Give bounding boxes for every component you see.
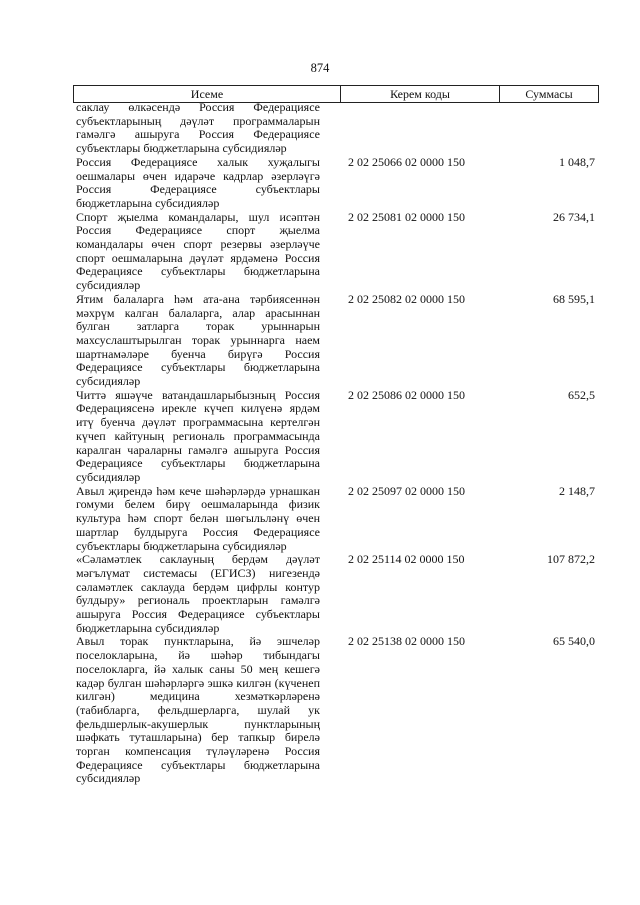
header-sum: Суммасы xyxy=(525,87,573,101)
row-code: 2 02 25086 02 0000 150 xyxy=(348,387,465,402)
budget-table xyxy=(73,85,599,786)
header-code: Керем коды xyxy=(341,86,500,102)
table-row-continuation xyxy=(73,101,599,156)
table-row xyxy=(73,635,599,786)
row-name: саклау өлкәсендә Россия Федерациясе субъектларының дәүләт программаларын гамәлгә ашыруга Россия Федерациясе субъектлары бюджетларына субсидияләр xyxy=(76,100,320,156)
table-row xyxy=(73,553,599,635)
table-row xyxy=(73,485,599,554)
table-row xyxy=(73,211,599,293)
row-name: Ятим балаларга һәм ата-ана тәрбиясеннән мәхрүм калган балаларга, алар арасыннан булган затларга торак урыннарын махсуслаштырылган торак урыннарга наем шартнамәләре буенча бирүгә Россия Федерациясе субъектлары бюджетларына субсидияләр xyxy=(76,291,320,389)
row-name: «Сәламәтлек саклауның бердәм дәүләт мәгълүмат системасы (ЕГИСЗ) нигезендә сәламәтлек саклауда бердәм цифрлы контур булдыру» региональ проектларын гамәлгә ашыруга Россия Федерациясе субъектлары бюджетларына субсидияләр xyxy=(76,552,320,635)
row-sum: 652,5 xyxy=(568,387,595,402)
row-sum: 65 540,0 xyxy=(553,634,595,649)
row-sum: 2 148,7 xyxy=(559,483,595,498)
row-name: Читтә яшәүче ватандашларыбызның Россия Федерациясенә ирекле күчеп килүенә ярдәм итү буенча дәүләт программасына кертелгән күчеп кайтуның региональ программасында каралган чараларны гамәлгә ашыруга Россия Федерациясе субъектлары бюджетларына субсидияләр xyxy=(76,387,320,484)
row-code: 2 02 25114 02 0000 150 xyxy=(348,552,465,567)
row-name: Россия Федерациясе халык хуҗалыгы оешмалары өчен идарәче кадрлар әзерләүгә Россия Федерациясе субъектлары бюджетларына субсидияләр xyxy=(76,154,320,210)
row-code: 2 02 25081 02 0000 150 xyxy=(348,209,465,224)
row-code: 2 02 25097 02 0000 150 xyxy=(348,483,465,498)
row-code: 2 02 25082 02 0000 150 xyxy=(348,291,465,306)
row-sum: 68 595,1 xyxy=(553,291,595,306)
row-name: Авыл җирендә һәм кече шәһәрләрдә урнашкан гомуми белем бирү оешмаларында физик культура һәм спорт белән шөгыльләнү өчен шартлар булдыруга Россия Федерациясе субъектлары бюджетларына субсидияләр xyxy=(76,483,320,553)
row-sum: 107 872,2 xyxy=(547,552,595,567)
row-sum: 1 048,7 xyxy=(559,154,595,169)
row-name: Авыл торак пунктларына, йә эшчеләр поселокларына, йә шәһәр тибындагы поселокларга, йә халык саны 50 мең кешегә кадәр булган шәһәрләргә эшкә килгән (күченеп килгән) медицина хезмәткәрләренә (табибларга, фельдшерларга, шулай ук фельдшерлык-акушерлык пунктларының шәфкать туташларына) бер тапкыр бирелә торган компенсация түләүләренә Россия Федерациясе субъектлары бюджетларына субсидияләр xyxy=(76,634,320,786)
page-number: 874 xyxy=(310,61,330,75)
row-name: Спорт җыелма командалары, шул исәптән Россия Федерациясе спорт җыелма командалары өчен спорт резервы әзерләүче спорт оешмаларына дәүләт ярдәменә Россия Федерациясе субъектлары бюджетларына субсидияләр xyxy=(76,209,320,293)
header-name: Исеме xyxy=(74,86,341,102)
row-sum: 26 734,1 xyxy=(553,209,595,224)
table-row xyxy=(73,293,599,389)
table-row xyxy=(73,156,599,211)
row-code: 2 02 25066 02 0000 150 xyxy=(348,154,465,169)
table-row xyxy=(73,389,599,485)
row-code: 2 02 25138 02 0000 150 xyxy=(348,634,465,649)
